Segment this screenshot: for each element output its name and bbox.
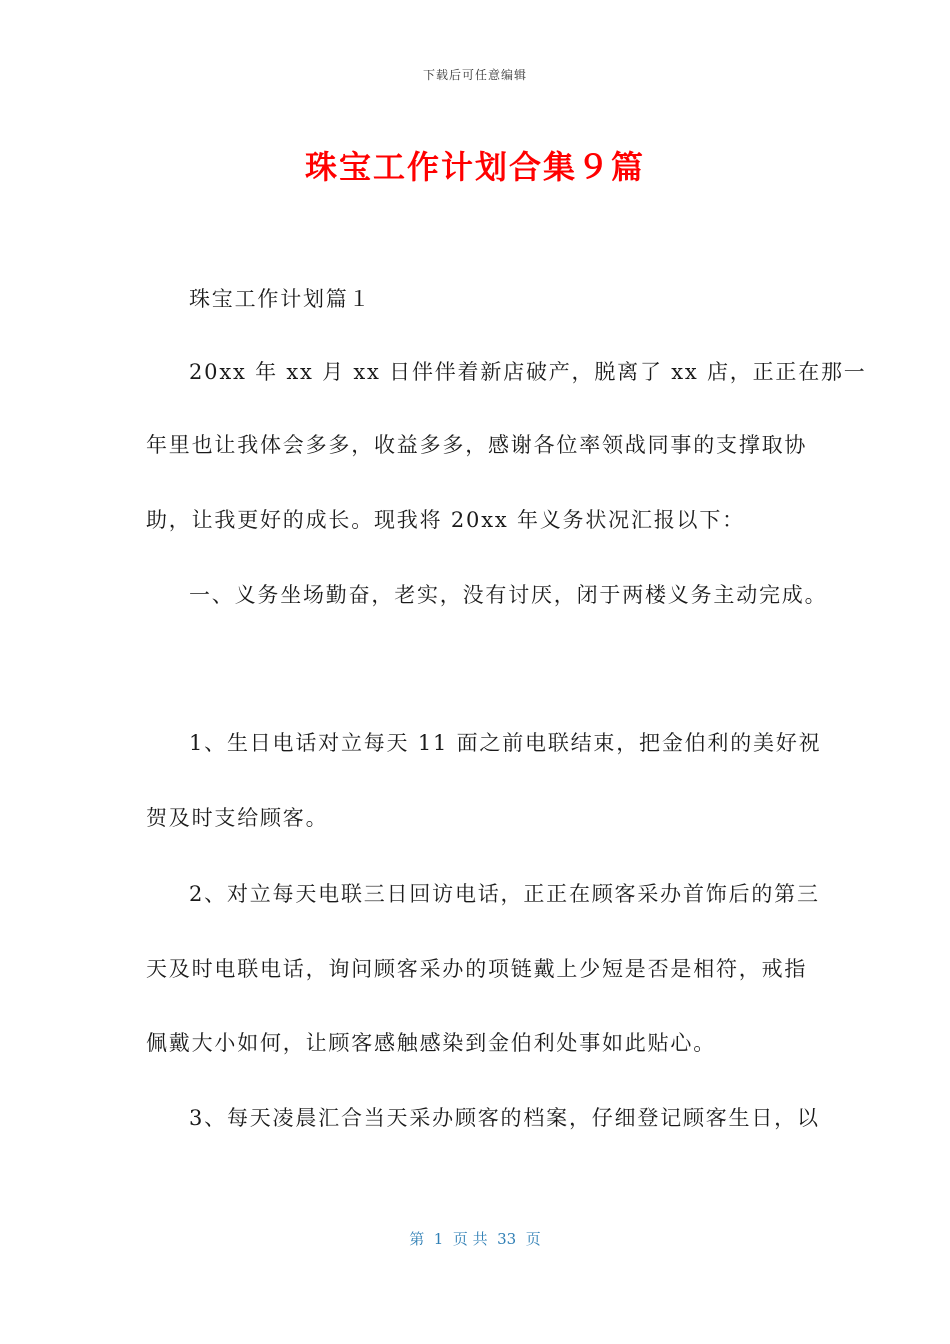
section-heading: 珠宝工作计划篇１ [189,287,372,311]
header-note: 下载后可任意编辑 [422,68,527,82]
paragraph-line: 2、对立每天电联三日回访电话，正正在顾客采办首饰后的第三 [189,882,820,906]
paragraph-line: 佩戴大小如何，让顾客感触感染到金伯利处事如此贴心。 [146,1031,716,1055]
paragraph-line: 1、生日电话对立每天 11 面之前电联结束，把金伯利的美好祝 [189,731,822,755]
paragraph-line: 贺及时支给顾客。 [146,806,329,830]
paragraph-line: 助，让我更好的成长。现我将 20xx 年义务状况汇报以下： [146,508,745,532]
paragraph-line: 一、义务坐场勤奋，老实，没有讨厌，闭于两楼义务主动完成。 [189,583,828,607]
page-number-footer: 第 1 页 共 33 页 [409,1230,541,1248]
paragraph-line: 3、每天凌晨汇合当天采办顾客的档案，仔细登记顾客生日，以 [189,1106,820,1130]
paragraph-line: 20xx 年 xx 月 xx 日伴伴着新店破产，脱离了 xx 店，正正在那一 [189,360,867,384]
paragraph-line: 天及时电联电话，询问顾客采办的项链戴上少短是否是相符，戒指 [146,957,808,981]
paragraph-line: 年里也让我体会多多，收益多多，感谢各位率领战同事的支撑取协 [146,433,808,457]
document-title: 珠宝工作计划合集９篇 [304,148,645,186]
